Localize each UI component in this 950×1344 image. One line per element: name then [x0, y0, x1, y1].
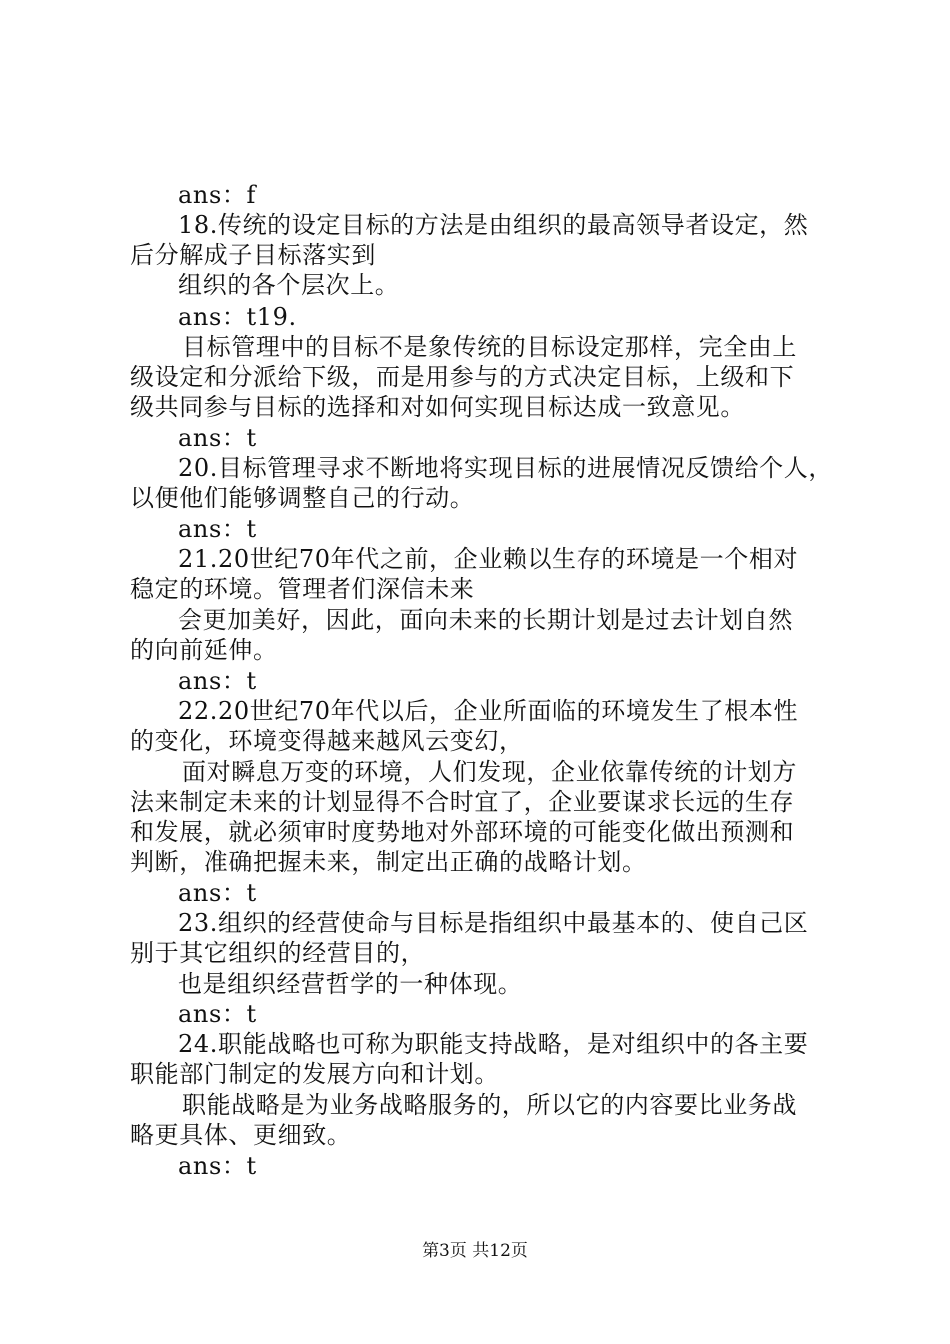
text-line: ans：t	[178, 667, 257, 695]
text-line: 20.目标管理寻求不断地将实现目标的进展情况反馈给个人，	[178, 454, 833, 482]
text-line: ans：t	[178, 515, 257, 543]
text-line: 别于其它组织的经营目的，	[130, 939, 426, 967]
text-line: 法来制定未来的计划显得不合时宜了，企业要谋求长远的生存	[130, 788, 795, 816]
text-line: 面对瞬息万变的环境，人们发现，企业依靠传统的计划方	[182, 758, 797, 786]
text-line: 也是组织经营哲学的一种体现。	[178, 970, 523, 998]
text-line: ans：t	[178, 424, 257, 452]
text-line: 组织的各个层次上。	[178, 271, 400, 299]
text-line: 和发展，就必须审时度势地对外部环境的可能变化做出预测和	[130, 818, 795, 846]
text-line: 后分解成子目标落实到	[130, 241, 376, 269]
text-line: 会更加美好，因此，面向未来的长期计划是过去计划自然	[178, 606, 793, 634]
text-line: 稳定的环境。管理者们深信未来	[130, 575, 475, 603]
text-line: 目标管理中的目标不是象传统的目标设定那样，完全由上	[182, 333, 797, 361]
text-line: 职能战略是为业务战略服务的，所以它的内容要比业务战	[182, 1091, 797, 1119]
text-line: ans：t19.	[178, 303, 297, 331]
text-line: 以便他们能够调整自己的行动。	[130, 484, 475, 512]
text-line: 18.传统的设定目标的方法是由组织的最高领导者设定，然	[178, 211, 809, 239]
text-line: ans：f	[178, 181, 256, 209]
text-line: 级设定和分派给下级，而是用参与的方式决定目标，上级和下	[130, 363, 795, 391]
text-line: ans：t	[178, 879, 257, 907]
text-line: 略更具体、更细致。	[130, 1121, 352, 1149]
text-line: 22.20世纪70年代以后，企业所面临的环境发生了根本性	[178, 697, 799, 725]
text-line: 职能部门制定的发展方向和计划。	[130, 1060, 499, 1088]
text-line: 的向前延伸。	[130, 636, 278, 664]
page-number-footer: 第3页 共12页	[422, 1241, 528, 1261]
text-line: ans：t	[178, 1152, 257, 1180]
text-line: ans：t	[178, 1000, 257, 1028]
text-line: 23.组织的经营使命与目标是指组织中最基本的、使自己区	[178, 909, 809, 937]
text-line: 21.20世纪70年代之前，企业赖以生存的环境是一个相对	[178, 545, 799, 573]
text-line: 24.职能战略也可称为职能支持战略，是对组织中的各主要	[178, 1030, 809, 1058]
text-line: 判断，准确把握未来，制定出正确的战略计划。	[130, 848, 647, 876]
text-line: 级共同参与目标的选择和对如何实现目标达成一致意见。	[130, 393, 745, 421]
text-line: 的变化，环境变得越来越风云变幻，	[130, 727, 524, 755]
